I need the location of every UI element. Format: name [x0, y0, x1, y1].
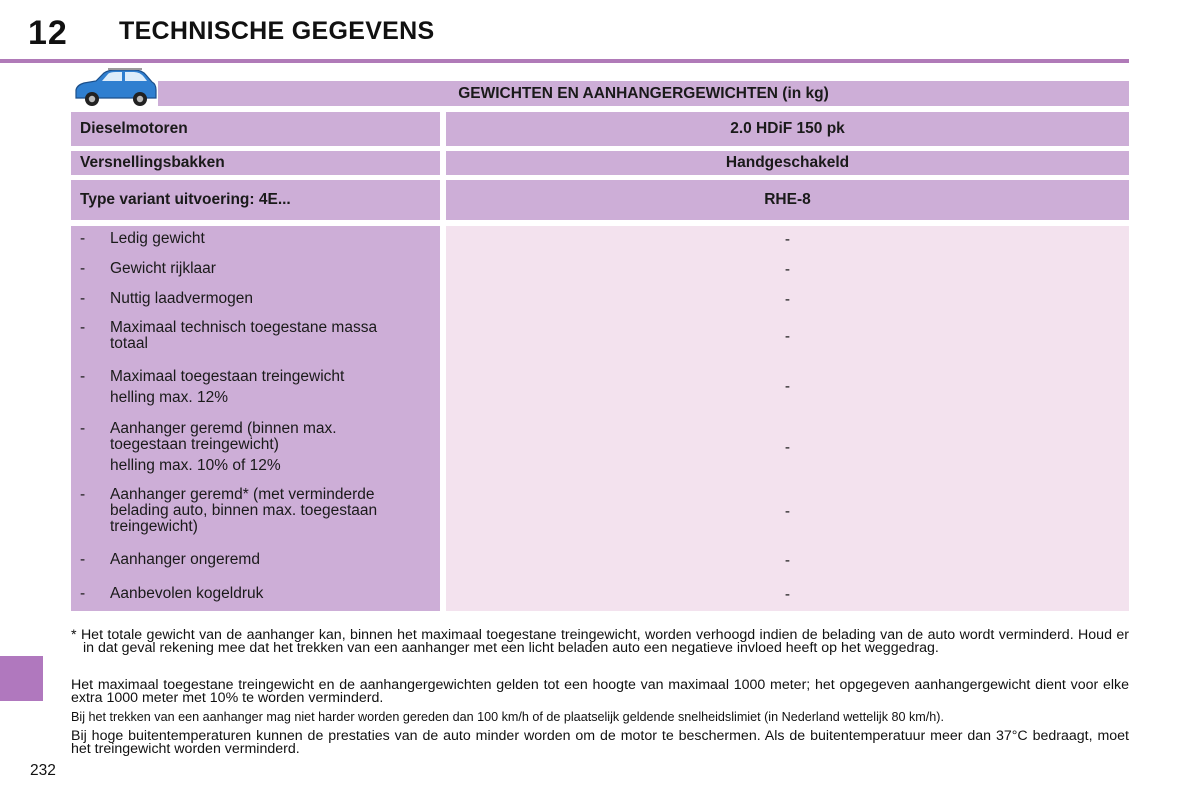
row-dash: -	[80, 420, 86, 437]
footnote-temperature: Bij hoge buitentemperaturen kunnen de prestaties van de auto minder worden om de motor te beschermen. Als de buitentemperatuur meer dan 37°C bedraagt, moet het treingewicht worden verminderd.	[71, 728, 1129, 757]
footnote-trailer-weight: * Het totale gewicht van de aanhanger kan, binnen het maximaal toegestane treingewicht, worden verhoogd indien de belading van de auto wordt verminderd. Houd er in dat geval rekening mee dat het trekken van een aanhanger met een licht beladen auto een negatieve invloed heeft op het weggedrag.	[71, 627, 1129, 656]
row-dash: -	[80, 486, 86, 503]
row-dash: -	[80, 551, 86, 568]
row-dash: -	[80, 368, 86, 385]
row-text: Gewicht rijklaar	[110, 260, 216, 277]
row-dash: -	[80, 290, 86, 307]
table-row-value: -	[784, 378, 791, 395]
row-dash: -	[80, 585, 86, 602]
table-row-value: -	[784, 261, 791, 278]
engine-label: Dieselmotoren	[71, 112, 440, 146]
page-title: TECHNISCHE GEGEVENS	[119, 17, 435, 45]
table-row-label	[80, 320, 435, 352]
table-row-value: -	[784, 586, 791, 603]
row-text: Aanhanger geremd* (met verminderde belading auto, binnen max. toegestaan treingewicht)	[110, 486, 378, 535]
table-row-label	[80, 421, 435, 474]
footnote-altitude: Het maximaal toegestane treingewicht en de aanhangergewichten gelden tot een hoogte van maximaal 1000 meter; het opgegeven aanhangergewicht dient voor elke extra 1000 meter met 10% te worden verminderd.	[71, 677, 1129, 706]
variant-value: RHE-8	[446, 180, 1129, 220]
row-text-secondary: helling max. 10% of 12%	[110, 457, 281, 474]
row-text: Maximaal toegestaan treingewicht	[110, 368, 345, 385]
row-dash: -	[80, 319, 86, 336]
chapter-side-tab	[0, 656, 43, 701]
page-number: 232	[30, 762, 56, 779]
engine-value: 2.0 HDiF 150 pk	[446, 112, 1129, 146]
row-text: Ledig gewicht	[110, 230, 205, 247]
row-text: Aanhanger ongeremd	[110, 551, 260, 568]
row-text: Aanhanger geremd (binnen max. toegestaan treingewicht)	[110, 420, 337, 453]
table-row-value: -	[784, 439, 791, 456]
table-row-label	[80, 291, 435, 307]
table-row-value: -	[784, 503, 791, 520]
footnote-speed-limit: Bij het trekken van een aanhanger mag niet harder worden gereden dan 100 km/h of de plaatselijk geldende snelheidslimiet (in Nederland wettelijk 80 km/h).	[71, 710, 944, 724]
gearbox-value: Handgeschakeld	[446, 151, 1129, 175]
table-row-label	[80, 552, 435, 568]
table-row-value: -	[784, 231, 791, 248]
gearbox-label: Versnellingsbakken	[71, 151, 440, 175]
table-row-label	[80, 487, 435, 535]
row-text: Aanbevolen kogeldruk	[110, 585, 264, 602]
table-row-label	[80, 231, 435, 247]
weights-table-heading: GEWICHTEN EN AANHANGERGEWICHTEN (in kg)	[158, 81, 1129, 106]
row-dash: -	[80, 260, 86, 277]
row-text: Maximaal technisch toegestane massa totaal	[110, 319, 378, 352]
table-row-label	[80, 586, 435, 602]
table-row-value: -	[784, 328, 791, 345]
table-row-value: -	[784, 552, 791, 569]
chapter-number: 12	[28, 14, 68, 52]
table-row-label	[80, 369, 435, 406]
variant-label: Type variant uitvoering: 4E...	[71, 180, 440, 220]
car-icon	[72, 68, 158, 108]
row-text-secondary: helling max. 12%	[110, 389, 229, 406]
table-row-value: -	[784, 291, 791, 308]
title-rule	[0, 59, 1129, 63]
row-text: Nuttig laadvermogen	[110, 290, 254, 307]
row-dash: -	[80, 230, 86, 247]
table-row-label	[80, 261, 435, 277]
